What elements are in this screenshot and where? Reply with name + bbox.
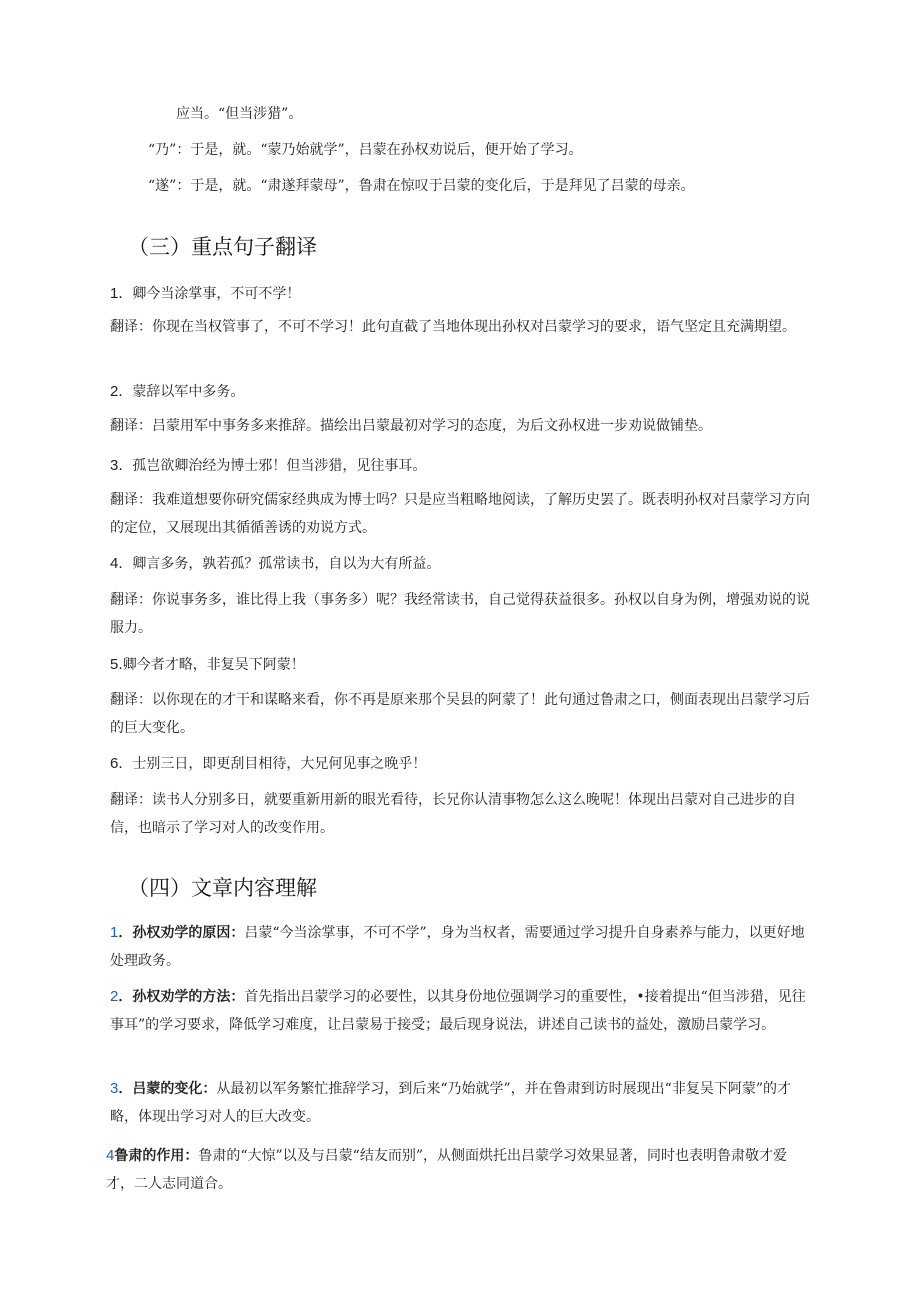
sentence-number: 6 [110,755,119,772]
sentence-2 [110,382,244,402]
item-number: 1 [110,924,119,941]
item-title: ．孙权劝学的原因： [118,925,245,941]
item-title: ．孙权劝学的方法： [118,989,245,1005]
sentence-number: 4 [110,555,119,572]
translation-2: 翻译：吕蒙用军中事务多来推辞。描绘出吕蒙最初对学习的态度，为后文孙权进一步劝说做铺垫。 [110,418,712,434]
sentence-4 [110,554,440,574]
translation-3: 翻译：我难道想要你研究儒家经典成为博士吗？只是应当粗略地阅读，了解历史罢了。既表明孙权对吕蒙学习方向的定位，又展现出其循循善诱的劝说方式。 [110,492,810,536]
item-number: 2 [110,988,119,1005]
item-text: 从最初以军务繁忙推辞学习，到后来“乃始就学”，并在鲁肃到访时展现出“非复吴下阿蒙”的才略，体现出学习对人的巨大改变。 [110,1081,791,1125]
vocab-line-1: 应当。“但当涉猎”。 [176,106,303,122]
sentence-5 [110,655,305,675]
sentence-number: 1 [110,285,119,302]
translation-5: 翻译：以你现在的才干和谋略来看，你不再是原来那个吴县的阿蒙了！此句通过鲁肃之口，侧面表现出吕蒙学习后的巨大变化。 [110,692,810,736]
sentence-number: 3 [110,457,119,474]
sentence-number: 2 [110,383,119,400]
translation-6: 翻译：读书人分别多日，就要重新用新的眼光看待，长兄你认清事物怎么这么晚呢！体现出吕蒙对自己进步的自信，也暗示了学习对人的改变作用。 [110,792,796,836]
sentence-text: ．卿言多务，孰若孤？孤常读书，自以为大有所益。 [118,556,441,572]
sentence-text: ．卿今当涂掌事，不可不学！ [118,286,301,302]
item-number: 4 [106,1147,115,1164]
translation-4: 翻译：你说事务多，谁比得上我（事务多）呢？我经常读书，自己觉得获益很多。孙权以自身为例，增强劝说的说服力。 [110,592,810,636]
sentence-3 [110,456,426,476]
vocab-line-2: “乃”：于是，就。“蒙乃始就学”，吕蒙在孙权劝说后，便开始了学习。 [148,142,583,158]
understanding-4 [106,1142,806,1198]
sentence-6 [110,754,426,774]
section-heading-3: （三）重点句子翻译 [128,235,317,259]
sentence-text: .卿今者才略，非复吴下阿蒙！ [118,657,305,673]
item-text: 首先指出吕蒙学习的必要性，以其身份地位强调学习的重要性，•接着提出“但当涉猎，见往事耳”的学习要求，降低学习难度，让吕蒙易于接受；最后现身说法，讲述自己读书的益处，激励吕蒙学习。 [110,989,806,1033]
understanding-1 [110,919,810,975]
item-title: ．吕蒙的变化： [118,1081,217,1097]
item-text: 吕蒙“今当涂掌事，不可不学”，身为当权者，需要通过学习提升自身素养与能力，以更好地处理政务。 [110,925,805,969]
translation-1: 翻译：你现在当权管事了，不可不学习！此句直截了当地体现出孙权对吕蒙学习的要求，语气坚定且充满期望。 [110,319,796,335]
sentence-1 [110,284,300,304]
vocab-line-3: “遂”：于是，就。“肃遂拜蒙母”，鲁肃在惊叹于吕蒙的变化后，于是拜见了吕蒙的母亲。 [148,178,695,194]
sentence-text: ．蒙辞以军中多务。 [118,384,245,400]
sentence-number: 5 [110,656,119,673]
item-number: 3 [110,1080,119,1097]
sentence-text: ．孤岂欲卿治经为博士邪！但当涉猎，见往事耳。 [118,458,427,474]
understanding-2 [110,983,810,1039]
item-title: 鲁肃的作用： [114,1148,199,1164]
understanding-3 [110,1075,810,1131]
sentence-text: ．士别三日，即更刮目相待，大兄何见事之晚乎！ [118,756,427,772]
item-text: 鲁肃的“大惊”以及与吕蒙“结友而别”，从侧面烘托出吕蒙学习效果显著，同时也表明鲁肃敬才爱才，二人志同道合。 [106,1148,787,1192]
section-heading-4: （四）文章内容理解 [128,876,317,900]
